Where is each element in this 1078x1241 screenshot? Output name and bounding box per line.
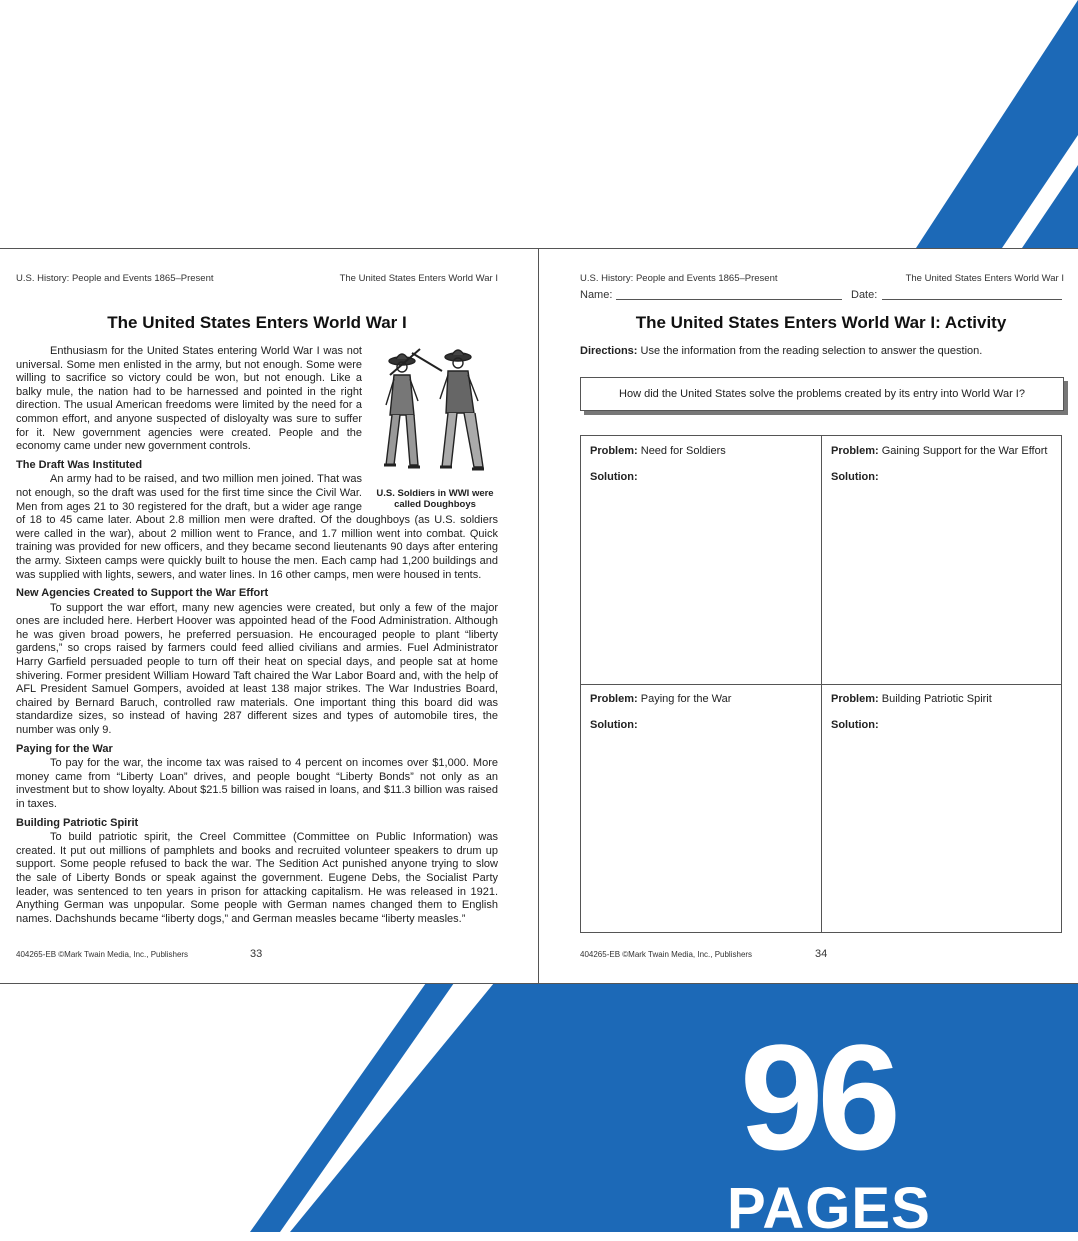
problem-text: Gaining Support for the War Effort [881, 445, 1048, 457]
problem-label: Problem: [831, 445, 879, 457]
section-heading-patriotic: Building Patriotic Spirit [16, 816, 139, 829]
solution-label: Solution: [831, 471, 879, 483]
directions-text: Use the information from the reading selection to answer the question. [637, 345, 983, 357]
figure-caption: U.S. Soldiers in WWI were called Doughboys [376, 487, 494, 510]
book-spread [0, 248, 1078, 984]
page-number: 33 [250, 948, 263, 960]
section-heading-paying: Paying for the War [16, 742, 113, 755]
running-header-left: U.S. History: People and Events 1865–Present [580, 273, 778, 284]
question-box: How did the United States solve the problems created by its entry into World War I? [580, 377, 1064, 411]
running-header-right: The United States Enters World War I [905, 273, 1064, 284]
section-text-agencies: To support the war effort, many new agencies were created, but only a few of the major ones are included here. Herbert Hoover was appointed head of the Food Administration. Although he was given broad powers, he preferred persuasion. He encouraged people to plant “liberty gardens,” so crops raised by farmers could feed allied civilians and armies. Fuel Administrator Harry Garfield persuaded people to turn off their heat on special days, and people sat at home shivering. Former president William Howard Taft chaired the War Labor Board and, with the help of AFL President Samuel Gompers, avoided at least 138 major strikes. The War Industries Board, chaired by Bernard Baruch, controlled raw materials. One important thing this board did was standardize sizes, so instead of having 287 different sizes and types of automobile tires, the number was only 9. [16, 601, 498, 737]
problem-text: Need for Soldiers [640, 445, 726, 457]
section-heading-draft: The Draft Was Instituted [16, 458, 143, 471]
problem-cell-paying[interactable] [581, 684, 821, 932]
page-footer: 404265-EB ©Mark Twain Media, Inc., Publishers [16, 950, 189, 959]
problem-label: Problem: [590, 445, 638, 457]
solution-label: Solution: [831, 719, 879, 731]
soldiers-illustration [372, 345, 498, 481]
page-number: 34 [815, 948, 828, 960]
problem-cell-support[interactable] [822, 436, 1062, 684]
date-label: Date: [851, 289, 878, 301]
left-page [0, 249, 539, 983]
date-line[interactable] [882, 299, 1062, 300]
page-count-label: PAGES [727, 1176, 931, 1241]
directions-label: Directions: [580, 345, 638, 357]
activity-title: The United States Enters World War I: Activity [635, 313, 1007, 332]
problem-label: Problem: [590, 693, 638, 705]
problem-text: Paying for the War [640, 693, 732, 705]
problem-label: Problem: [831, 693, 879, 705]
problem-text: Building Patriotic Spirit [881, 693, 992, 705]
problem-solution-grid [580, 435, 1062, 933]
problem-cell-patriotic[interactable] [822, 684, 1062, 932]
page-footer: 404265-EB ©Mark Twain Media, Inc., Publishers [580, 950, 753, 959]
section-text-patriotic: To build patriotic spirit, the Creel Committee (Committee on Public Information) was created. It put out millions of pamphlets and books and recruited volunteer speakers to drum up support. Some people refused to back the war. The Sedition Act punished anyone trying to slow the sale of Liberty Bonds or speak against the government. Eugene Debs, the Socialist Party leader, was sentenced to ten years in prison for attacking capitalism. He was released in 1921. Anything German was unpopular. Some people with German names changed them to English names. Dachshunds became “liberty dogs,” and German measles became “liberty measles.” [16, 831, 498, 925]
running-header-left: U.S. History: People and Events 1865–Present [16, 273, 214, 284]
section-text-paying: To pay for the war, the income tax was raised to 4 percent on incomes over $1,000. More money came from “Liberty Loan” drives, and people bought “Liberty Bonds” not only as an investment but to show loyalty. About $21.5 billion was raised in loans, and $11.3 billion was raised in taxes. [16, 757, 498, 810]
reading-body [16, 345, 498, 926]
page-count-number: 96 [740, 1013, 895, 1181]
section-heading-agencies: New Agencies Created to Support the War Effort [16, 587, 269, 600]
name-line[interactable] [616, 299, 842, 300]
running-header-right: The United States Enters World War I [339, 273, 498, 284]
doughboys-figure [372, 345, 498, 510]
section-text-draft: An army had to be raised, and two million men joined. That was not enough, so the draft was used for the first time since the Civil War. Men from ages 21 to 30 registered for the draft, but a wider age range of 18 to 45 came later. About 2.8 million men were drafted. Of the doughboys (as U.S. soldiers were called in the war), about 2 million went to France, and 1.7 million went into combat. Quick training was provided for new officers, and they became second lieutenants 90 days after entering the army. Sixteen camps were quickly built to house the men. Each camp had 1,200 buildings and was supplied with lights, sewers, and water lines. In 16 other camps, men were housed in tents. [16, 473, 498, 581]
right-page [540, 249, 1078, 983]
page-title: The United States Enters World War I [107, 313, 407, 332]
directions [580, 345, 982, 357]
problem-cell-soldiers[interactable] [581, 436, 821, 684]
solution-label: Solution: [590, 471, 638, 483]
intro-paragraph: Enthusiasm for the United States entering World War I was not universal. Some men enlisted in the army, but not enough. Some were willing to sacrifice so victory could be won, but not enough. Like a balky mule, the nation had to be harnessed and pointed in the right direction. The usual American freedoms were limited by the need for a common effort, and anyone suspected of disloyalty was sure to suffer for it. New government agencies were created. People and the economy came under new government controls. [16, 345, 362, 453]
solution-label: Solution: [590, 719, 638, 731]
name-label: Name: [580, 289, 613, 301]
